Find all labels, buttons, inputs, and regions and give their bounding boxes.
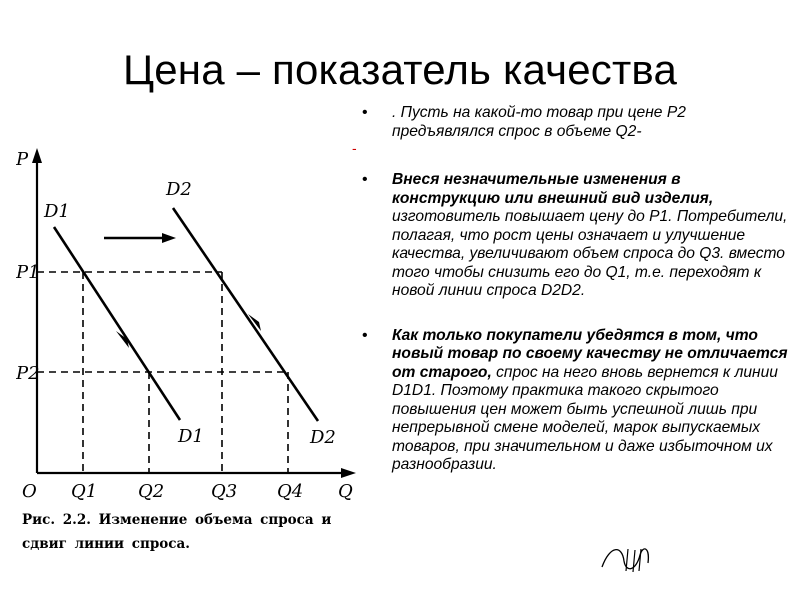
d2-top-label: D2	[166, 179, 192, 200]
bullet-item-2	[352, 171, 792, 301]
demand-curve-d1	[54, 227, 180, 420]
bullet-3-text: спрос на него вновь вернется к линии D1D1. Поэтому практика такого скрытого повышения цен может быть успешной лишь при непрерывной смене моделей, марок выпускаемых товаров, при значительном и даже избыточном их разнообразии.	[392, 363, 778, 473]
d1-bottom-label: D1	[178, 426, 204, 447]
d1-top-label: D1	[44, 201, 70, 222]
bullet-item-1	[352, 104, 792, 141]
hand-drawn-scribble	[600, 541, 690, 576]
red-dash: -	[352, 140, 357, 156]
caption-line-2: сдвиг линии спроса.	[22, 536, 190, 552]
figure-caption	[22, 508, 367, 556]
bullet-3-bold: Как только покупатели убедятся в том, что новый товар по своему качеству не отличается от старого,	[392, 326, 788, 381]
q4-label: Q4	[277, 481, 304, 500]
demand-shift-diagram	[16, 145, 361, 500]
demand-curve-d2	[173, 208, 318, 421]
bullet-1-text: . Пусть на какой-то товар при цене P2 предъявлялся спрос в объеме Q2-	[392, 104, 686, 140]
q1-label: Q1	[71, 481, 98, 500]
caption-line-1: Рис. 2.2. Изменение объема спроса и	[22, 512, 332, 528]
bullet-item-3	[352, 327, 792, 475]
y-axis-label: P	[16, 149, 29, 170]
bullet-2-text: изготовитель повышает цену до P1. Потребители, полагая, что рост цены означает и улучшение качества, увеличивают объем спроса до Q3. вместо того чтобы снизить его до Q1, т.е. переходят к новой линии спроса D2D2.	[392, 208, 788, 299]
shift-arrowhead	[162, 233, 176, 243]
y-axis-arrow	[32, 148, 42, 163]
q2-label: Q2	[138, 481, 165, 500]
bullet-2-bold: Внеся незначительные изменения в конструкцию или внешний вид изделия,	[392, 171, 714, 207]
p1-label: P1	[16, 262, 40, 283]
origin-label: O	[22, 481, 37, 500]
page-title: Цена – показатель качества	[122, 46, 678, 93]
q3-label: Q3	[211, 481, 238, 500]
bullet-list	[352, 104, 792, 475]
x-axis-label: Q	[338, 481, 353, 500]
d2-bottom-label: D2	[310, 427, 336, 448]
p2-label: P2	[16, 363, 40, 384]
